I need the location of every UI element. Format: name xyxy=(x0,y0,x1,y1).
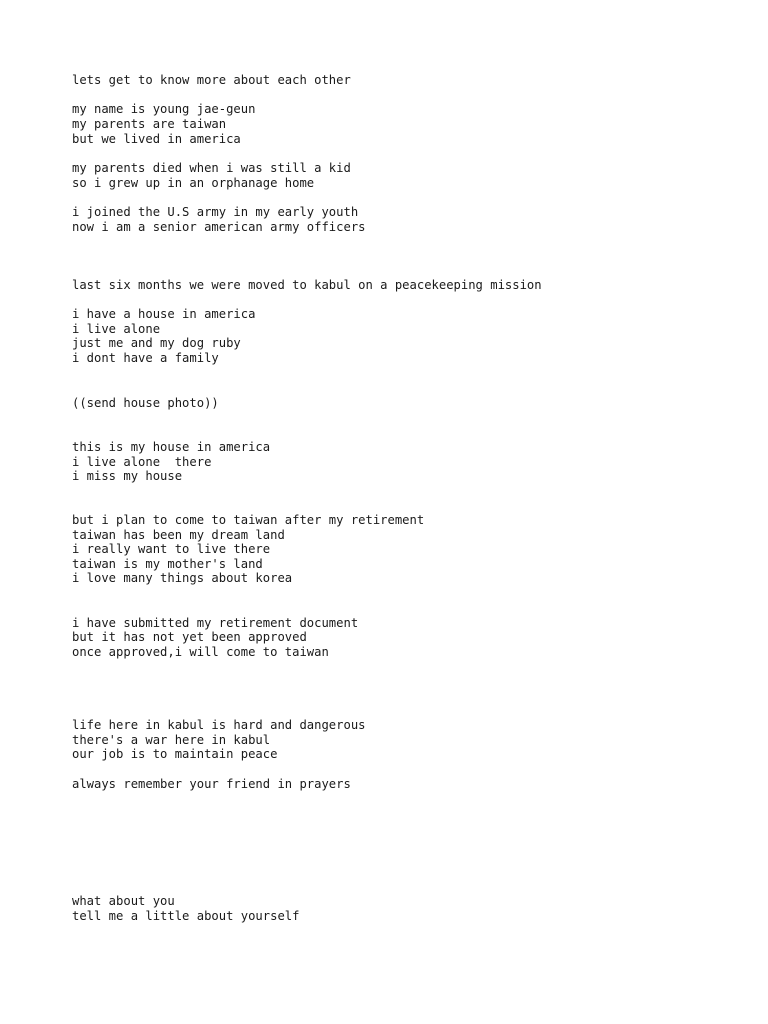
text-line: i joined the U.S army in my early youth xyxy=(72,205,359,219)
text-line: my parents are taiwan xyxy=(72,117,227,131)
text-line: what about you xyxy=(72,894,175,908)
text-line: tell me a little about yourself xyxy=(72,909,300,923)
text-line: ((send house photo)) xyxy=(72,396,219,410)
text-line: this is my house in america xyxy=(72,440,271,454)
text-line: i have a house in america xyxy=(72,307,256,321)
text-line: i miss my house xyxy=(72,469,183,483)
text-line: but it has not yet been approved xyxy=(72,630,307,644)
text-line: now i am a senior american army officers xyxy=(72,220,366,234)
text-line: i live alone xyxy=(72,322,161,336)
text-line: my name is young jae-geun xyxy=(72,102,256,116)
text-line: there's a war here in kabul xyxy=(72,733,271,747)
text-line: i really want to live there xyxy=(72,542,271,556)
text-line: i live alone there xyxy=(72,455,212,469)
text-line: taiwan is my mother's land xyxy=(72,557,263,571)
text-line: taiwan has been my dream land xyxy=(72,528,285,542)
text-line: i have submitted my retirement document xyxy=(72,616,359,630)
text-line: so i grew up in an orphanage home xyxy=(72,176,315,190)
text-line: once approved,i will come to taiwan xyxy=(72,645,329,659)
text-line: but we lived in america xyxy=(72,132,241,146)
text-line: life here in kabul is hard and dangerous xyxy=(72,718,366,732)
text-line: i love many things about korea xyxy=(72,571,293,585)
text-line: but i plan to come to taiwan after my retirement xyxy=(72,513,425,527)
text-line: always remember your friend in prayers xyxy=(72,777,351,791)
text-line: i dont have a family xyxy=(72,351,219,365)
text-line: lets get to know more about each other xyxy=(72,73,351,87)
text-line: our job is to maintain peace xyxy=(72,747,278,761)
text-line: last six months we were moved to kabul on a peacekeeping mission xyxy=(72,278,542,292)
text-line: just me and my dog ruby xyxy=(72,336,241,350)
text-line: my parents died when i was still a kid xyxy=(72,161,351,175)
